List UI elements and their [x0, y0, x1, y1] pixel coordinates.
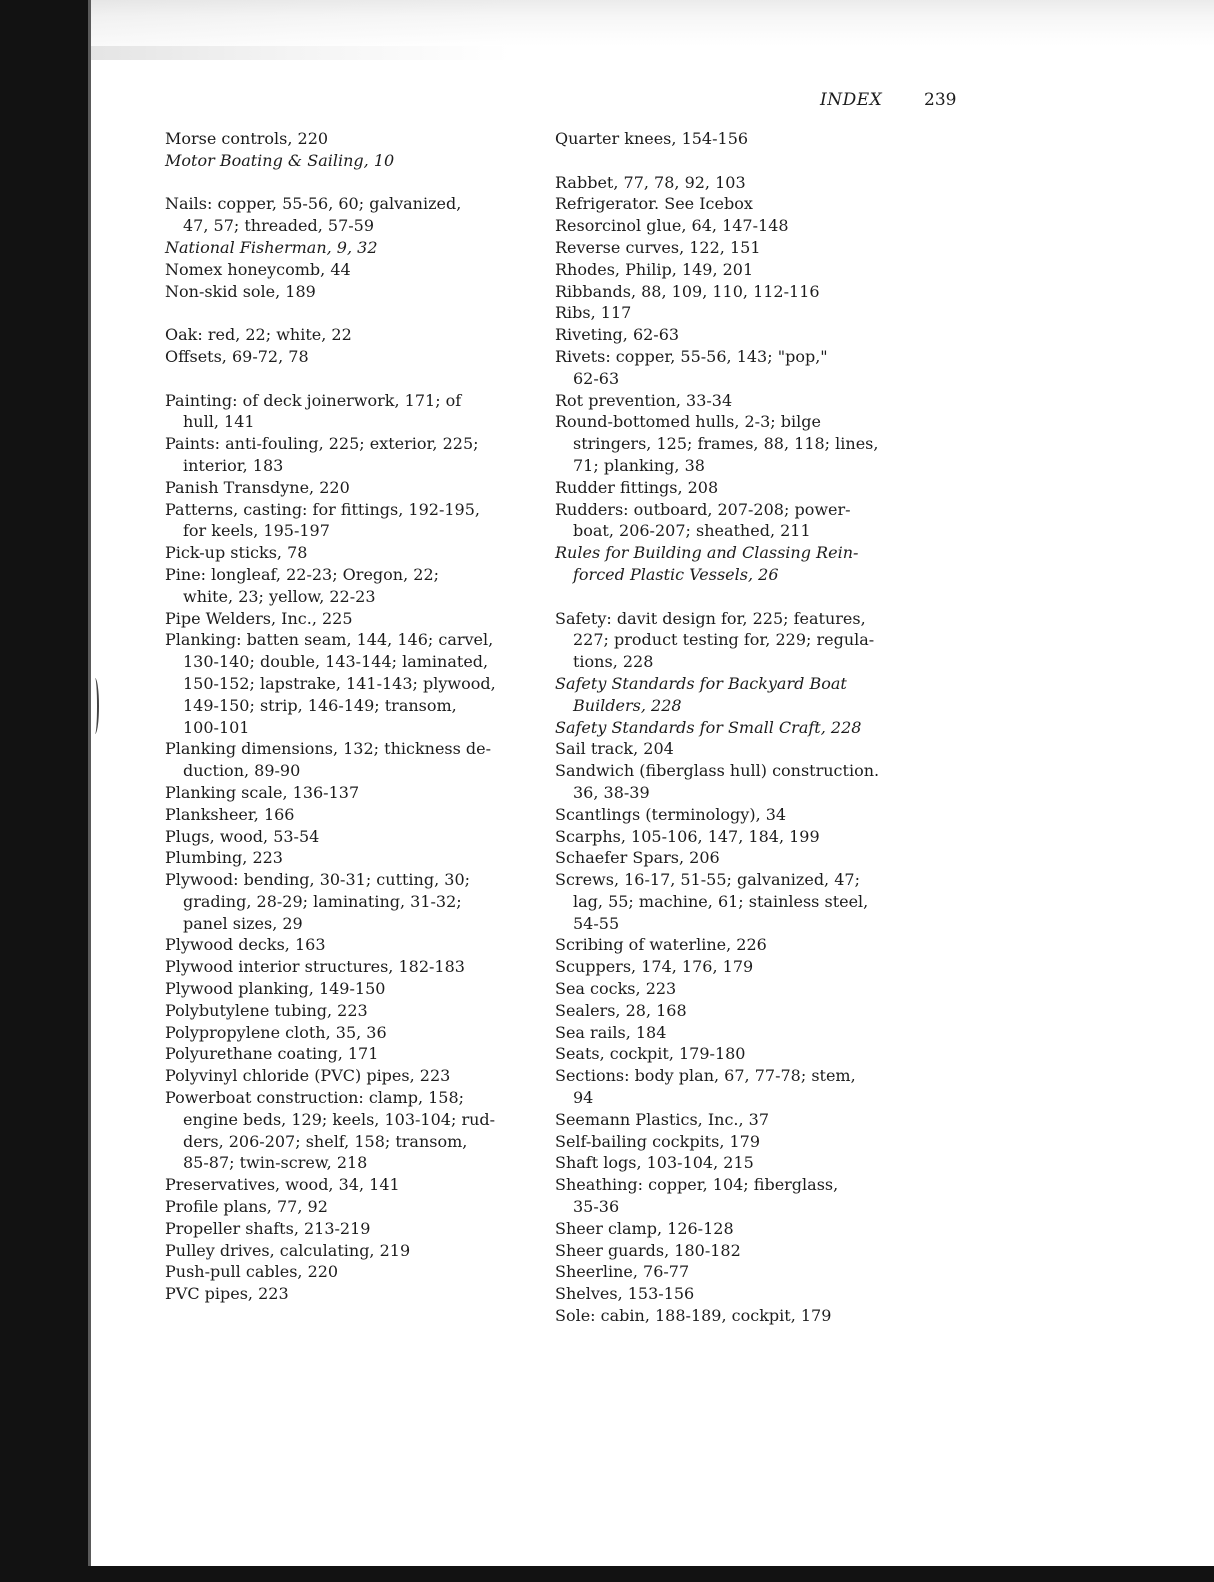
page-number: 239	[924, 90, 957, 110]
scan-left-edge-shadow	[88, 0, 91, 1582]
index-entry-text: Motor Boating & Sailing, 10	[165, 150, 395, 170]
index-entry	[165, 608, 525, 630]
index-entry-text: Polyvinyl chloride (PVC) pipes, 223	[165, 1066, 451, 1086]
index-entry-text: Rot prevention, 33-34	[555, 390, 733, 410]
index-entry-text: Ribs, 117	[555, 303, 632, 323]
index-entry	[165, 281, 525, 303]
index-entry	[555, 934, 905, 956]
index-entry	[165, 1196, 525, 1218]
scan-top-speckle	[91, 0, 1214, 46]
index-entry	[165, 1043, 525, 1065]
index-entry-text: Safety Standards for Small Craft, 228	[555, 717, 862, 737]
index-entry-text: Planking: batten seam, 144, 146; carvel, 130-140; double, 143-144; laminated, 150-152; lapstrake, 141-143; plywood, 149-150; strip, 146-149; transom, 100-101	[165, 630, 496, 737]
index-entry	[165, 869, 525, 934]
index-entry	[555, 1043, 905, 1065]
index-entry-text: Sail track, 204	[555, 739, 674, 759]
index-entry-text: Plywood: bending, 30-31; cutting, 30; grading, 28-29; laminating, 31-32; panel sizes, 29	[165, 870, 471, 933]
index-entry	[555, 1283, 905, 1305]
index-entry	[165, 934, 525, 956]
index-entry	[555, 1174, 905, 1218]
index-entry-text: Schaefer Spars, 206	[555, 848, 720, 868]
index-entry	[555, 847, 905, 869]
index-entry	[165, 629, 525, 738]
index-entry-text: Reverse curves, 122, 151	[555, 237, 761, 257]
index-entry	[555, 826, 905, 848]
index-entry-text: National Fisherman, 9, 32	[165, 237, 378, 257]
index-entry-text: Planksheer, 166	[165, 804, 295, 824]
index-entry-text: Painting: of deck joinerwork, 171; of hull, 141	[165, 390, 462, 432]
index-entry-text: Powerboat construction: clamp, 158; engine beds, 129; keels, 103-104; rud- ders, 206-207; shelf, 158; transom, 85-87; twin-screw, 218	[165, 1088, 496, 1173]
index-column-left	[165, 128, 525, 1305]
index-entry	[555, 1218, 905, 1240]
index-entry-text: Offsets, 69-72, 78	[165, 346, 309, 366]
index-entry-text: Sheathing: copper, 104; fiberglass, 35-36	[555, 1175, 839, 1217]
index-entry-text: Plugs, wood, 53-54	[165, 826, 320, 846]
index-entry	[165, 978, 525, 1000]
index-entry	[165, 542, 525, 564]
index-entry	[555, 477, 905, 499]
index-entry	[555, 259, 905, 281]
index-entry-text: Rhodes, Philip, 149, 201	[555, 259, 754, 279]
index-entry-text: Screws, 16-17, 51-55; galvanized, 47; lag, 55; machine, 61; stainless steel, 54-55	[555, 870, 869, 933]
index-entry	[165, 1174, 525, 1196]
running-title: INDEX	[820, 90, 883, 110]
index-entry	[555, 1152, 905, 1174]
running-head	[806, 90, 956, 116]
index-entry-text: Scarphs, 105-106, 147, 184, 199	[555, 826, 820, 846]
index-entry	[555, 542, 905, 586]
index-entry-text: Shaft logs, 103-104, 215	[555, 1153, 754, 1173]
index-entry	[555, 1109, 905, 1131]
index-entry	[555, 1065, 905, 1109]
index-entry	[165, 738, 525, 782]
index-entry	[165, 433, 525, 477]
index-entry-text: Nails: copper, 55-56, 60; galvanized, 47, 57; threaded, 57-59	[165, 194, 462, 236]
index-entry	[165, 477, 525, 499]
index-entry	[555, 302, 905, 324]
index-entry-text: Polyurethane coating, 171	[165, 1044, 379, 1064]
index-entry-text: Sealers, 28, 168	[555, 1000, 687, 1020]
index-entry	[165, 782, 525, 804]
index-entry-text: Scribing of waterline, 226	[555, 935, 767, 955]
index-entry-text: Scantlings (terminology), 34	[555, 804, 787, 824]
index-entry	[555, 869, 905, 934]
index-entry-text: Shelves, 153-156	[555, 1284, 695, 1304]
index-entry-text: Preservatives, wood, 34, 141	[165, 1175, 400, 1195]
index-entry	[555, 390, 905, 412]
index-entry	[555, 128, 905, 150]
index-entry-text: Profile plans, 77, 92	[165, 1197, 328, 1217]
index-entry	[555, 760, 905, 804]
index-entry	[555, 324, 905, 346]
index-entry-text: Propeller shafts, 213-219	[165, 1218, 371, 1238]
index-entry	[555, 956, 905, 978]
index-entry	[165, 564, 525, 608]
index-entry	[165, 956, 525, 978]
index-entry-text: Planking scale, 136-137	[165, 782, 360, 802]
scan-left-edge	[0, 0, 88, 1582]
index-letter-gap	[165, 302, 525, 324]
index-entry	[165, 259, 525, 281]
index-entry-text: Rabbet, 77, 78, 92, 103	[555, 172, 746, 192]
index-entry-text: Resorcinol glue, 64, 147-148	[555, 216, 789, 236]
index-entry	[165, 804, 525, 826]
index-entry-text: Planking dimensions, 132; thickness de- duction, 89-90	[165, 739, 492, 781]
index-entry-text: Panish Transdyne, 220	[165, 477, 350, 497]
index-entry	[555, 673, 905, 717]
index-entry-text: Polypropylene cloth, 35, 36	[165, 1022, 387, 1042]
index-entry	[165, 826, 525, 848]
index-entry-text: Plywood interior structures, 182-183	[165, 957, 465, 977]
index-entry-text: Plywood decks, 163	[165, 935, 326, 955]
index-entry-text: Pipe Welders, Inc., 225	[165, 608, 353, 628]
index-entry	[165, 847, 525, 869]
index-entry	[165, 1261, 525, 1283]
index-entry	[165, 150, 525, 172]
index-entry	[555, 499, 905, 543]
index-entry	[555, 804, 905, 826]
index-letter-gap	[555, 586, 905, 608]
index-entry-text: Polybutylene tubing, 223	[165, 1000, 368, 1020]
index-entry-text: Rules for Building and Classing Rein- forced Plastic Vessels, 26	[555, 543, 859, 584]
index-entry-text: Sole: cabin, 188-189, cockpit, 179	[555, 1306, 832, 1326]
index-entry-text: Sheer guards, 180-182	[555, 1240, 741, 1260]
index-entry	[555, 978, 905, 1000]
index-column-right	[555, 128, 905, 1327]
index-entry-text: Sea rails, 184	[555, 1022, 667, 1042]
index-entry-text: Sea cocks, 223	[555, 979, 677, 999]
index-entry	[555, 215, 905, 237]
index-entry-text: Rivets: copper, 55-56, 143; "pop," 62-63	[555, 346, 828, 388]
index-entry	[165, 1022, 525, 1044]
index-entry-text: Sections: body plan, 67, 77-78; stem, 94	[555, 1066, 856, 1108]
index-entry-text: Refrigerator. See Icebox	[555, 194, 753, 214]
index-entry-text: Seats, cockpit, 179-180	[555, 1044, 746, 1064]
index-entry	[165, 346, 525, 368]
index-letter-gap	[555, 150, 905, 172]
index-entry	[165, 1087, 525, 1174]
index-entry-text: Rudder fittings, 208	[555, 477, 719, 497]
index-entry-text: Safety Standards for Backyard Boat Builders, 228	[555, 673, 847, 715]
index-entry	[555, 411, 905, 476]
index-entry	[555, 608, 905, 673]
index-entry	[165, 324, 525, 346]
index-entry-text: Morse controls, 220	[165, 129, 329, 148]
index-entry	[555, 1240, 905, 1262]
index-letter-gap	[165, 172, 525, 194]
index-entry	[165, 1240, 525, 1262]
index-entry	[555, 1131, 905, 1153]
index-entry	[165, 1283, 525, 1305]
index-entry-text: PVC pipes, 223	[165, 1284, 289, 1304]
index-entry	[555, 237, 905, 259]
index-entry-text: Seemann Plastics, Inc., 37	[555, 1109, 770, 1129]
index-entry-text: Patterns, casting: for fittings, 192-195, for keels, 195-197	[165, 499, 480, 541]
index-entry-text: Sheerline, 76-77	[555, 1262, 690, 1282]
scan-bottom-edge	[0, 1566, 1214, 1582]
index-entry-text: Sheer clamp, 126-128	[555, 1218, 734, 1238]
index-entry	[555, 346, 905, 390]
index-entry-text: Round-bottomed hulls, 2-3; bilge stringers, 125; frames, 88, 118; lines, 71; planking, 38	[555, 412, 879, 475]
index-entry-text: Rudders: outboard, 207-208; power- boat, 206-207; sheathed, 211	[555, 499, 851, 541]
index-entry-text: Pulley drives, calculating, 219	[165, 1240, 411, 1260]
index-entry	[165, 1218, 525, 1240]
index-entry-text: Safety: davit design for, 225; features, 227; product testing for, 229; regula- tions, 228	[555, 608, 875, 672]
index-entry	[555, 717, 905, 739]
index-entry-text: Nomex honeycomb, 44	[165, 259, 351, 279]
index-entry-text: Non-skid sole, 189	[165, 281, 316, 301]
index-entry-text: Sandwich (fiberglass hull) construction. 36, 38-39	[555, 761, 880, 802]
index-entry	[555, 1261, 905, 1283]
index-entry-text: Plywood planking, 149-150	[165, 979, 386, 999]
index-entry-text: Scuppers, 174, 176, 179	[555, 957, 754, 977]
index-letter-gap	[165, 368, 525, 390]
index-entry-text: Quarter knees, 154-156	[555, 129, 749, 148]
index-entry-text: Pick-up sticks, 78	[165, 543, 308, 563]
index-entry	[165, 390, 525, 434]
index-entry	[165, 193, 525, 237]
index-entry-text: Riveting, 62-63	[555, 325, 680, 345]
index-entry	[555, 281, 905, 303]
index-entry	[555, 1305, 905, 1327]
index-entry-text: Oak: red, 22; white, 22	[165, 325, 352, 345]
index-entry	[555, 738, 905, 760]
index-entry	[165, 237, 525, 259]
index-entry	[165, 128, 525, 150]
index-entry-text: Self-bailing cockpits, 179	[555, 1131, 761, 1151]
index-entry-text: Ribbands, 88, 109, 110, 112-116	[555, 281, 820, 301]
index-entry	[555, 193, 905, 215]
index-entry-text: Plumbing, 223	[165, 848, 283, 868]
index-entry	[555, 1022, 905, 1044]
index-entry-text: Push-pull cables, 220	[165, 1262, 339, 1282]
index-entry	[555, 1000, 905, 1022]
index-entry-text: Pine: longleaf, 22-23; Oregon, 22; white, 23; yellow, 22-23	[165, 564, 440, 606]
index-entry-text: Paints: anti-fouling, 225; exterior, 225; interior, 183	[165, 434, 479, 475]
index-entry	[165, 499, 525, 543]
scan-page-curl	[91, 678, 99, 734]
index-entry	[165, 1065, 525, 1087]
index-entry	[165, 1000, 525, 1022]
index-entry	[555, 172, 905, 194]
